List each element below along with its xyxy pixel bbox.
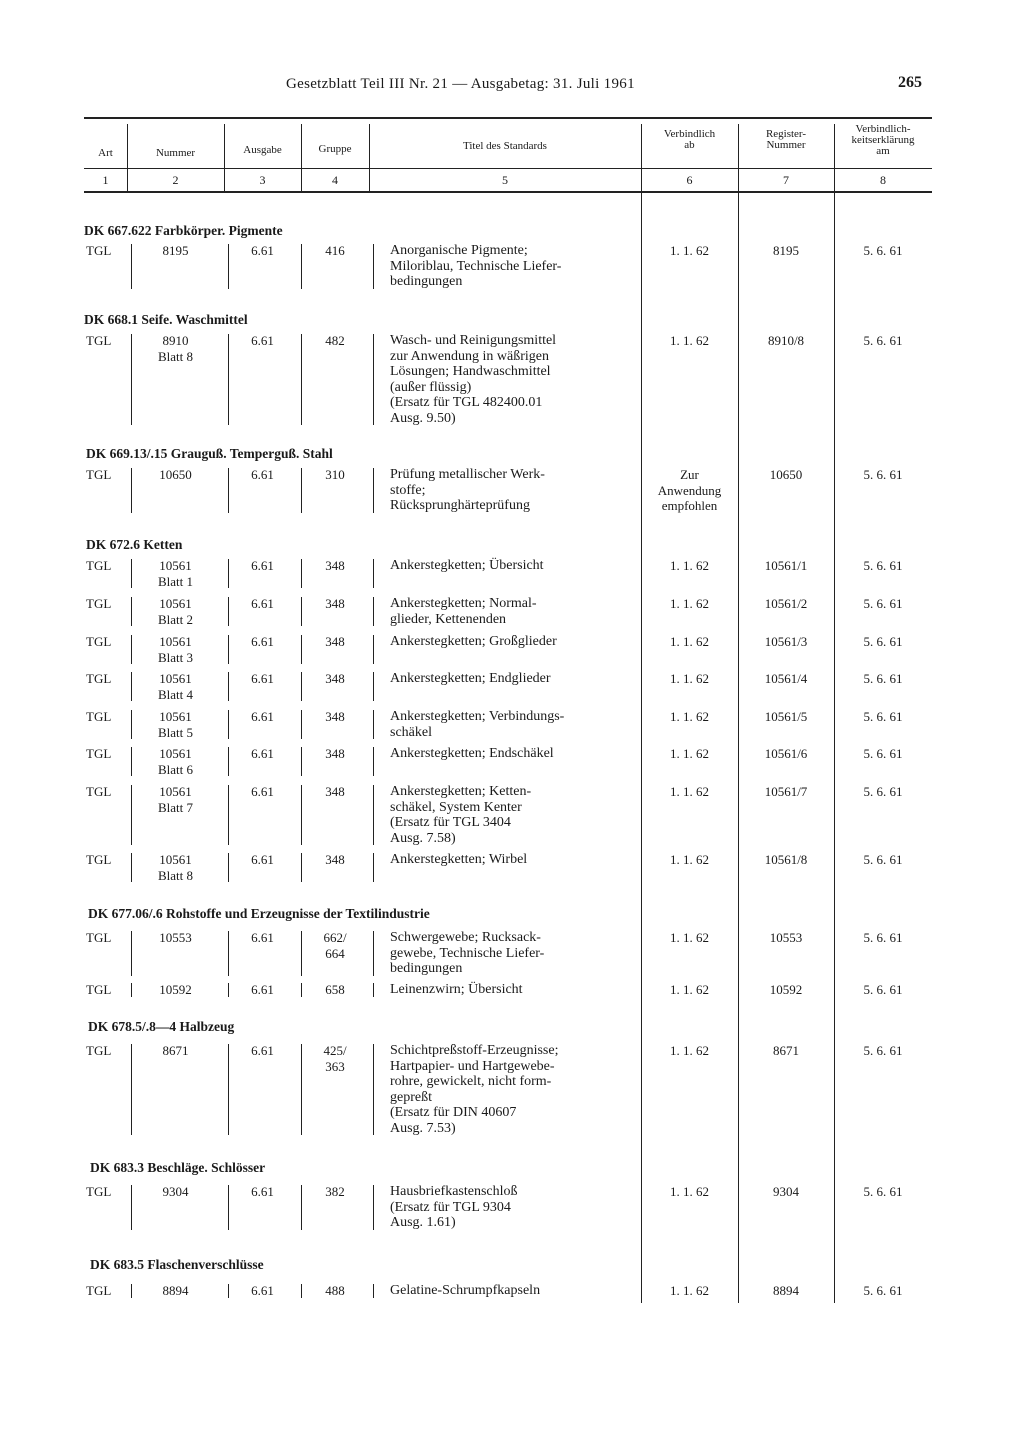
row-column-separator xyxy=(301,983,302,997)
row-column-separator xyxy=(228,597,229,626)
row-column-separator xyxy=(228,244,229,289)
titel-cell: Ankerstegketten; Normal- glieder, Kettenenden xyxy=(390,596,537,627)
gruppe-cell: 658 xyxy=(325,982,345,997)
titel-cell: Ankerstegketten; Übersicht xyxy=(390,558,544,573)
row-column-separator xyxy=(228,559,229,588)
art-cell: TGL xyxy=(86,852,112,867)
ausgabe-cell: 6.61 xyxy=(251,1184,274,1199)
section-heading: DK 672.6 Ketten xyxy=(86,537,183,552)
row-column-separator xyxy=(301,747,302,776)
erklaerung-cell: 5. 6. 61 xyxy=(863,671,903,686)
row-column-separator xyxy=(373,1044,374,1135)
ausgabe-cell: 6.61 xyxy=(251,333,274,348)
gruppe-cell: 662/ 664 xyxy=(323,930,347,961)
row-column-separator xyxy=(373,853,374,882)
nummer-cell: 10561 Blatt 3 xyxy=(157,634,194,665)
row-column-separator xyxy=(301,785,302,845)
titel-cell: Anorganische Pigmente; Miloriblau, Technische Liefer- bedingungen xyxy=(390,243,562,289)
row-column-separator xyxy=(301,1044,302,1135)
art-cell: TGL xyxy=(86,1283,112,1298)
ausgabe-cell: 6.61 xyxy=(251,596,274,611)
row-column-separator xyxy=(131,747,132,776)
column-number-7: 7 xyxy=(783,173,789,187)
verbindlich-cell: 1. 1. 62 xyxy=(670,1283,709,1298)
register-cell: 10561/7 xyxy=(764,784,808,799)
gruppe-cell: 488 xyxy=(325,1283,345,1298)
gruppe-cell: 348 xyxy=(325,671,345,686)
register-cell: 10561/3 xyxy=(764,634,808,649)
page-number: 265 xyxy=(898,74,922,91)
column-number-6: 6 xyxy=(686,173,693,187)
section-heading: DK 667.622 Farbkörper. Pigmente xyxy=(84,223,283,238)
column-number-1: 1 xyxy=(102,173,109,187)
art-cell: TGL xyxy=(86,333,112,348)
section-heading: DK 683.3 Beschläge. Schlösser xyxy=(90,1160,266,1175)
verbindlich-cell: 1. 1. 62 xyxy=(670,784,709,799)
section-heading: DK 683.5 Flaschenverschlüsse xyxy=(90,1257,264,1272)
art-cell: TGL xyxy=(86,467,112,482)
column-number-5: 5 xyxy=(502,173,508,187)
row-column-separator xyxy=(373,1185,374,1230)
erklaerung-cell: 5. 6. 61 xyxy=(863,852,903,867)
header-number-rule xyxy=(84,168,932,169)
row-column-separator xyxy=(131,635,132,664)
nummer-cell: 10650 xyxy=(159,467,192,482)
erklaerung-cell: 5. 6. 61 xyxy=(863,709,903,724)
art-cell: TGL xyxy=(86,746,112,761)
nummer-cell: 10592 xyxy=(159,982,192,997)
column-header-3: Ausgabe xyxy=(243,144,282,156)
nummer-cell: 10561 Blatt 7 xyxy=(157,784,194,815)
ausgabe-cell: 6.61 xyxy=(251,467,274,482)
nummer-cell: 9304 xyxy=(162,1184,189,1199)
running-head: Gesetzblatt Teil III Nr. 21 — Ausgabetag: 31. Juli 1961 xyxy=(286,76,635,92)
row-column-separator xyxy=(301,1185,302,1230)
column-header-6: Verbindlich ab xyxy=(663,128,716,151)
row-column-separator xyxy=(131,559,132,588)
erklaerung-cell: 5. 6. 61 xyxy=(863,982,903,997)
titel-cell: Gelatine-Schrumpfkapseln xyxy=(390,1283,541,1298)
row-column-separator xyxy=(228,710,229,739)
gruppe-cell: 348 xyxy=(325,852,345,867)
row-column-separator xyxy=(373,747,374,776)
erklaerung-cell: 5. 6. 61 xyxy=(863,1184,903,1199)
column-number-8: 8 xyxy=(880,173,886,187)
register-cell: 10561/4 xyxy=(764,671,808,686)
column-header-2: Nummer xyxy=(155,147,196,159)
row-column-separator xyxy=(131,710,132,739)
gruppe-cell: 348 xyxy=(325,784,345,799)
row-column-separator xyxy=(301,672,302,701)
gruppe-cell: 348 xyxy=(325,709,345,724)
titel-cell: Wasch- und Reinigungsmittel zur Anwendung in wäßrigen Lösungen; Handwaschmittel (außer flüssig) (Ersatz für TGL 482400.01 Ausg. 9.50) xyxy=(390,333,557,426)
gruppe-cell: 348 xyxy=(325,596,345,611)
art-cell: TGL xyxy=(86,784,112,799)
row-column-separator xyxy=(228,853,229,882)
row-column-separator xyxy=(301,559,302,588)
row-column-separator xyxy=(301,244,302,289)
row-column-separator xyxy=(131,983,132,997)
row-column-separator xyxy=(228,334,229,425)
ausgabe-cell: 6.61 xyxy=(251,558,274,573)
row-column-separator xyxy=(373,334,374,425)
register-cell: 10561/8 xyxy=(764,852,808,867)
row-column-separator xyxy=(301,853,302,882)
row-column-separator xyxy=(301,635,302,664)
row-column-separator xyxy=(228,672,229,701)
titel-cell: Prüfung metallischer Werk- stoffe; Rücksprunghärteprüfung xyxy=(390,467,545,513)
row-column-separator xyxy=(373,710,374,739)
art-cell: TGL xyxy=(86,243,112,258)
nummer-cell: 10561 Blatt 2 xyxy=(157,596,194,627)
erklaerung-cell: 5. 6. 61 xyxy=(863,1043,903,1058)
column-header-5: Titel des Standards xyxy=(463,140,547,152)
section-heading: DK 678.5/.8—4 Halbzeug xyxy=(88,1019,235,1034)
row-column-separator xyxy=(228,785,229,845)
titel-cell: Ankerstegketten; Großglieder xyxy=(390,634,557,649)
row-column-separator xyxy=(301,597,302,626)
row-column-separator xyxy=(228,983,229,997)
row-column-separator xyxy=(228,635,229,664)
art-cell: TGL xyxy=(86,1043,112,1058)
row-column-separator xyxy=(131,853,132,882)
gruppe-cell: 348 xyxy=(325,746,345,761)
row-column-separator xyxy=(228,468,229,513)
verbindlich-cell: 1. 1. 62 xyxy=(670,558,709,573)
row-column-separator xyxy=(131,1044,132,1135)
row-column-separator xyxy=(373,468,374,513)
erklaerung-cell: 5. 6. 61 xyxy=(863,930,903,945)
row-column-separator xyxy=(228,1185,229,1230)
ausgabe-cell: 6.61 xyxy=(251,746,274,761)
register-cell: 8910/8 xyxy=(767,333,805,348)
nummer-cell: 10561 Blatt 4 xyxy=(157,671,194,702)
row-column-separator xyxy=(228,931,229,976)
ausgabe-cell: 6.61 xyxy=(251,852,274,867)
nummer-cell: 10561 Blatt 6 xyxy=(157,746,194,777)
row-column-separator xyxy=(373,244,374,289)
ausgabe-cell: 6.61 xyxy=(251,982,274,997)
row-column-separator xyxy=(131,244,132,289)
ausgabe-cell: 6.61 xyxy=(251,709,274,724)
art-cell: TGL xyxy=(86,709,112,724)
register-cell: 8894 xyxy=(773,1283,799,1298)
row-column-separator xyxy=(131,597,132,626)
nummer-cell: 8910 Blatt 8 xyxy=(157,333,194,364)
ausgabe-cell: 6.61 xyxy=(251,1283,274,1298)
ausgabe-cell: 6.61 xyxy=(251,634,274,649)
section-heading: DK 668.1 Seife. Waschmittel xyxy=(84,312,248,327)
erklaerung-cell: 5. 6. 61 xyxy=(863,746,903,761)
titel-cell: Ankerstegketten; Wirbel xyxy=(390,852,528,867)
verbindlich-cell: 1. 1. 62 xyxy=(670,634,709,649)
ausgabe-cell: 6.61 xyxy=(251,930,274,945)
nummer-cell: 8195 xyxy=(162,243,189,258)
nummer-cell: 10561 Blatt 1 xyxy=(157,558,194,589)
row-column-separator xyxy=(228,747,229,776)
erklaerung-cell: 5. 6. 61 xyxy=(863,333,903,348)
register-cell: 8195 xyxy=(773,243,799,258)
register-cell: 10553 xyxy=(769,930,803,945)
verbindlich-cell: 1. 1. 62 xyxy=(670,746,709,761)
ausgabe-cell: 6.61 xyxy=(251,671,274,686)
nummer-cell: 8671 xyxy=(162,1043,189,1058)
verbindlich-cell: Zur Anwendung empfohlen xyxy=(657,467,722,513)
row-column-separator xyxy=(131,785,132,845)
ausgabe-cell: 6.61 xyxy=(251,243,274,258)
row-column-separator xyxy=(131,468,132,513)
verbindlich-cell: 1. 1. 62 xyxy=(670,1043,709,1058)
titel-cell: Ankerstegketten; Verbindungs- schäkel xyxy=(390,709,565,740)
row-column-separator xyxy=(131,931,132,976)
titel-cell: Schwergewebe; Rucksack- gewebe, Technische Liefer- bedingungen xyxy=(390,930,545,976)
row-column-separator xyxy=(301,468,302,513)
register-cell: 10561/5 xyxy=(764,709,808,724)
erklaerung-cell: 5. 6. 61 xyxy=(863,1283,903,1298)
art-cell: TGL xyxy=(86,982,112,997)
ausgabe-cell: 6.61 xyxy=(251,1043,274,1058)
verbindlich-cell: 1. 1. 62 xyxy=(670,671,709,686)
column-header-1: Art xyxy=(98,147,113,159)
row-column-separator xyxy=(131,672,132,701)
nummer-cell: 8894 xyxy=(162,1283,189,1298)
verbindlich-cell: 1. 1. 62 xyxy=(670,596,709,611)
gruppe-cell: 482 xyxy=(325,333,345,348)
verbindlich-cell: 1. 1. 62 xyxy=(670,1184,709,1199)
row-column-separator xyxy=(301,334,302,425)
gruppe-cell: 348 xyxy=(325,634,345,649)
row-column-separator xyxy=(373,1284,374,1298)
titel-cell: Hausbriefkastenschloß (Ersatz für TGL 9304 Ausg. 1.61) xyxy=(390,1184,518,1230)
section-heading: DK 669.13/.15 Grauguß. Temperguß. Stahl xyxy=(86,446,333,461)
register-cell: 10561/6 xyxy=(764,746,808,761)
titel-cell: Schichtpreßstoff-Erzeugnisse; Hartpapier- und Hartgewebe- rohre, gewickelt, nicht form- gepreßt (Ersatz für DIN 40607 Ausg. 7.53) xyxy=(390,1043,559,1136)
row-column-separator xyxy=(131,1185,132,1230)
column-header-8: Verbindlich- keitserklärung am xyxy=(851,123,915,157)
art-cell: TGL xyxy=(86,1184,112,1199)
column-number-2: 2 xyxy=(172,173,179,187)
titel-cell: Ankerstegketten; Endschäkel xyxy=(390,746,554,761)
register-cell: 9304 xyxy=(773,1184,799,1199)
register-cell: 10592 xyxy=(769,982,803,997)
column-number-3: 3 xyxy=(259,173,266,187)
row-column-separator xyxy=(228,1044,229,1135)
verbindlich-cell: 1. 1. 62 xyxy=(670,243,709,258)
verbindlich-cell: 1. 1. 62 xyxy=(670,930,709,945)
row-column-separator xyxy=(131,1284,132,1298)
row-column-separator xyxy=(131,334,132,425)
row-column-separator xyxy=(301,1284,302,1298)
ausgabe-cell: 6.61 xyxy=(251,784,274,799)
gruppe-cell: 348 xyxy=(325,558,345,573)
row-column-separator xyxy=(373,635,374,664)
gruppe-cell: 416 xyxy=(325,243,345,258)
column-header-4: Gruppe xyxy=(318,143,352,155)
verbindlich-cell: 1. 1. 62 xyxy=(670,709,709,724)
erklaerung-cell: 5. 6. 61 xyxy=(863,784,903,799)
gruppe-cell: 425/ 363 xyxy=(323,1043,347,1074)
column-number-4: 4 xyxy=(332,173,338,187)
row-column-separator xyxy=(373,559,374,588)
section-heading: DK 677.06/.6 Rohstoffe und Erzeugnisse der Textilindustrie xyxy=(88,906,430,921)
nummer-cell: 10553 xyxy=(159,930,192,945)
row-column-separator xyxy=(228,1284,229,1298)
erklaerung-cell: 5. 6. 61 xyxy=(863,634,903,649)
erklaerung-cell: 5. 6. 61 xyxy=(863,558,903,573)
verbindlich-cell: 1. 1. 62 xyxy=(670,333,709,348)
nummer-cell: 10561 Blatt 8 xyxy=(157,852,194,883)
register-cell: 8671 xyxy=(773,1043,799,1058)
row-column-separator xyxy=(301,710,302,739)
art-cell: TGL xyxy=(86,930,112,945)
row-column-separator xyxy=(373,597,374,626)
titel-cell: Ankerstegketten; Endglieder xyxy=(390,671,551,686)
row-column-separator xyxy=(373,785,374,845)
gruppe-cell: 310 xyxy=(325,467,345,482)
register-cell: 10650 xyxy=(769,467,803,482)
table-top-rule xyxy=(84,117,932,119)
erklaerung-cell: 5. 6. 61 xyxy=(863,596,903,611)
titel-cell: Ankerstegketten; Ketten- schäkel, System Kenter (Ersatz für TGL 3404 Ausg. 7.58) xyxy=(390,784,532,846)
register-cell: 10561/1 xyxy=(764,558,808,573)
header-bottom-rule xyxy=(84,191,932,193)
verbindlich-cell: 1. 1. 62 xyxy=(670,852,709,867)
row-column-separator xyxy=(373,931,374,976)
erklaerung-cell: 5. 6. 61 xyxy=(863,243,903,258)
verbindlich-cell: 1. 1. 62 xyxy=(670,982,709,997)
art-cell: TGL xyxy=(86,558,112,573)
column-header-7: Register- Nummer xyxy=(765,128,807,151)
titel-cell: Leinenzwirn; Übersicht xyxy=(390,982,523,997)
row-column-separator xyxy=(373,672,374,701)
art-cell: TGL xyxy=(86,596,112,611)
art-cell: TGL xyxy=(86,634,112,649)
art-cell: TGL xyxy=(86,671,112,686)
gruppe-cell: 382 xyxy=(325,1184,345,1199)
erklaerung-cell: 5. 6. 61 xyxy=(863,467,903,482)
nummer-cell: 10561 Blatt 5 xyxy=(157,709,194,740)
register-cell: 10561/2 xyxy=(764,596,808,611)
row-column-separator xyxy=(301,931,302,976)
row-column-separator xyxy=(373,983,374,997)
